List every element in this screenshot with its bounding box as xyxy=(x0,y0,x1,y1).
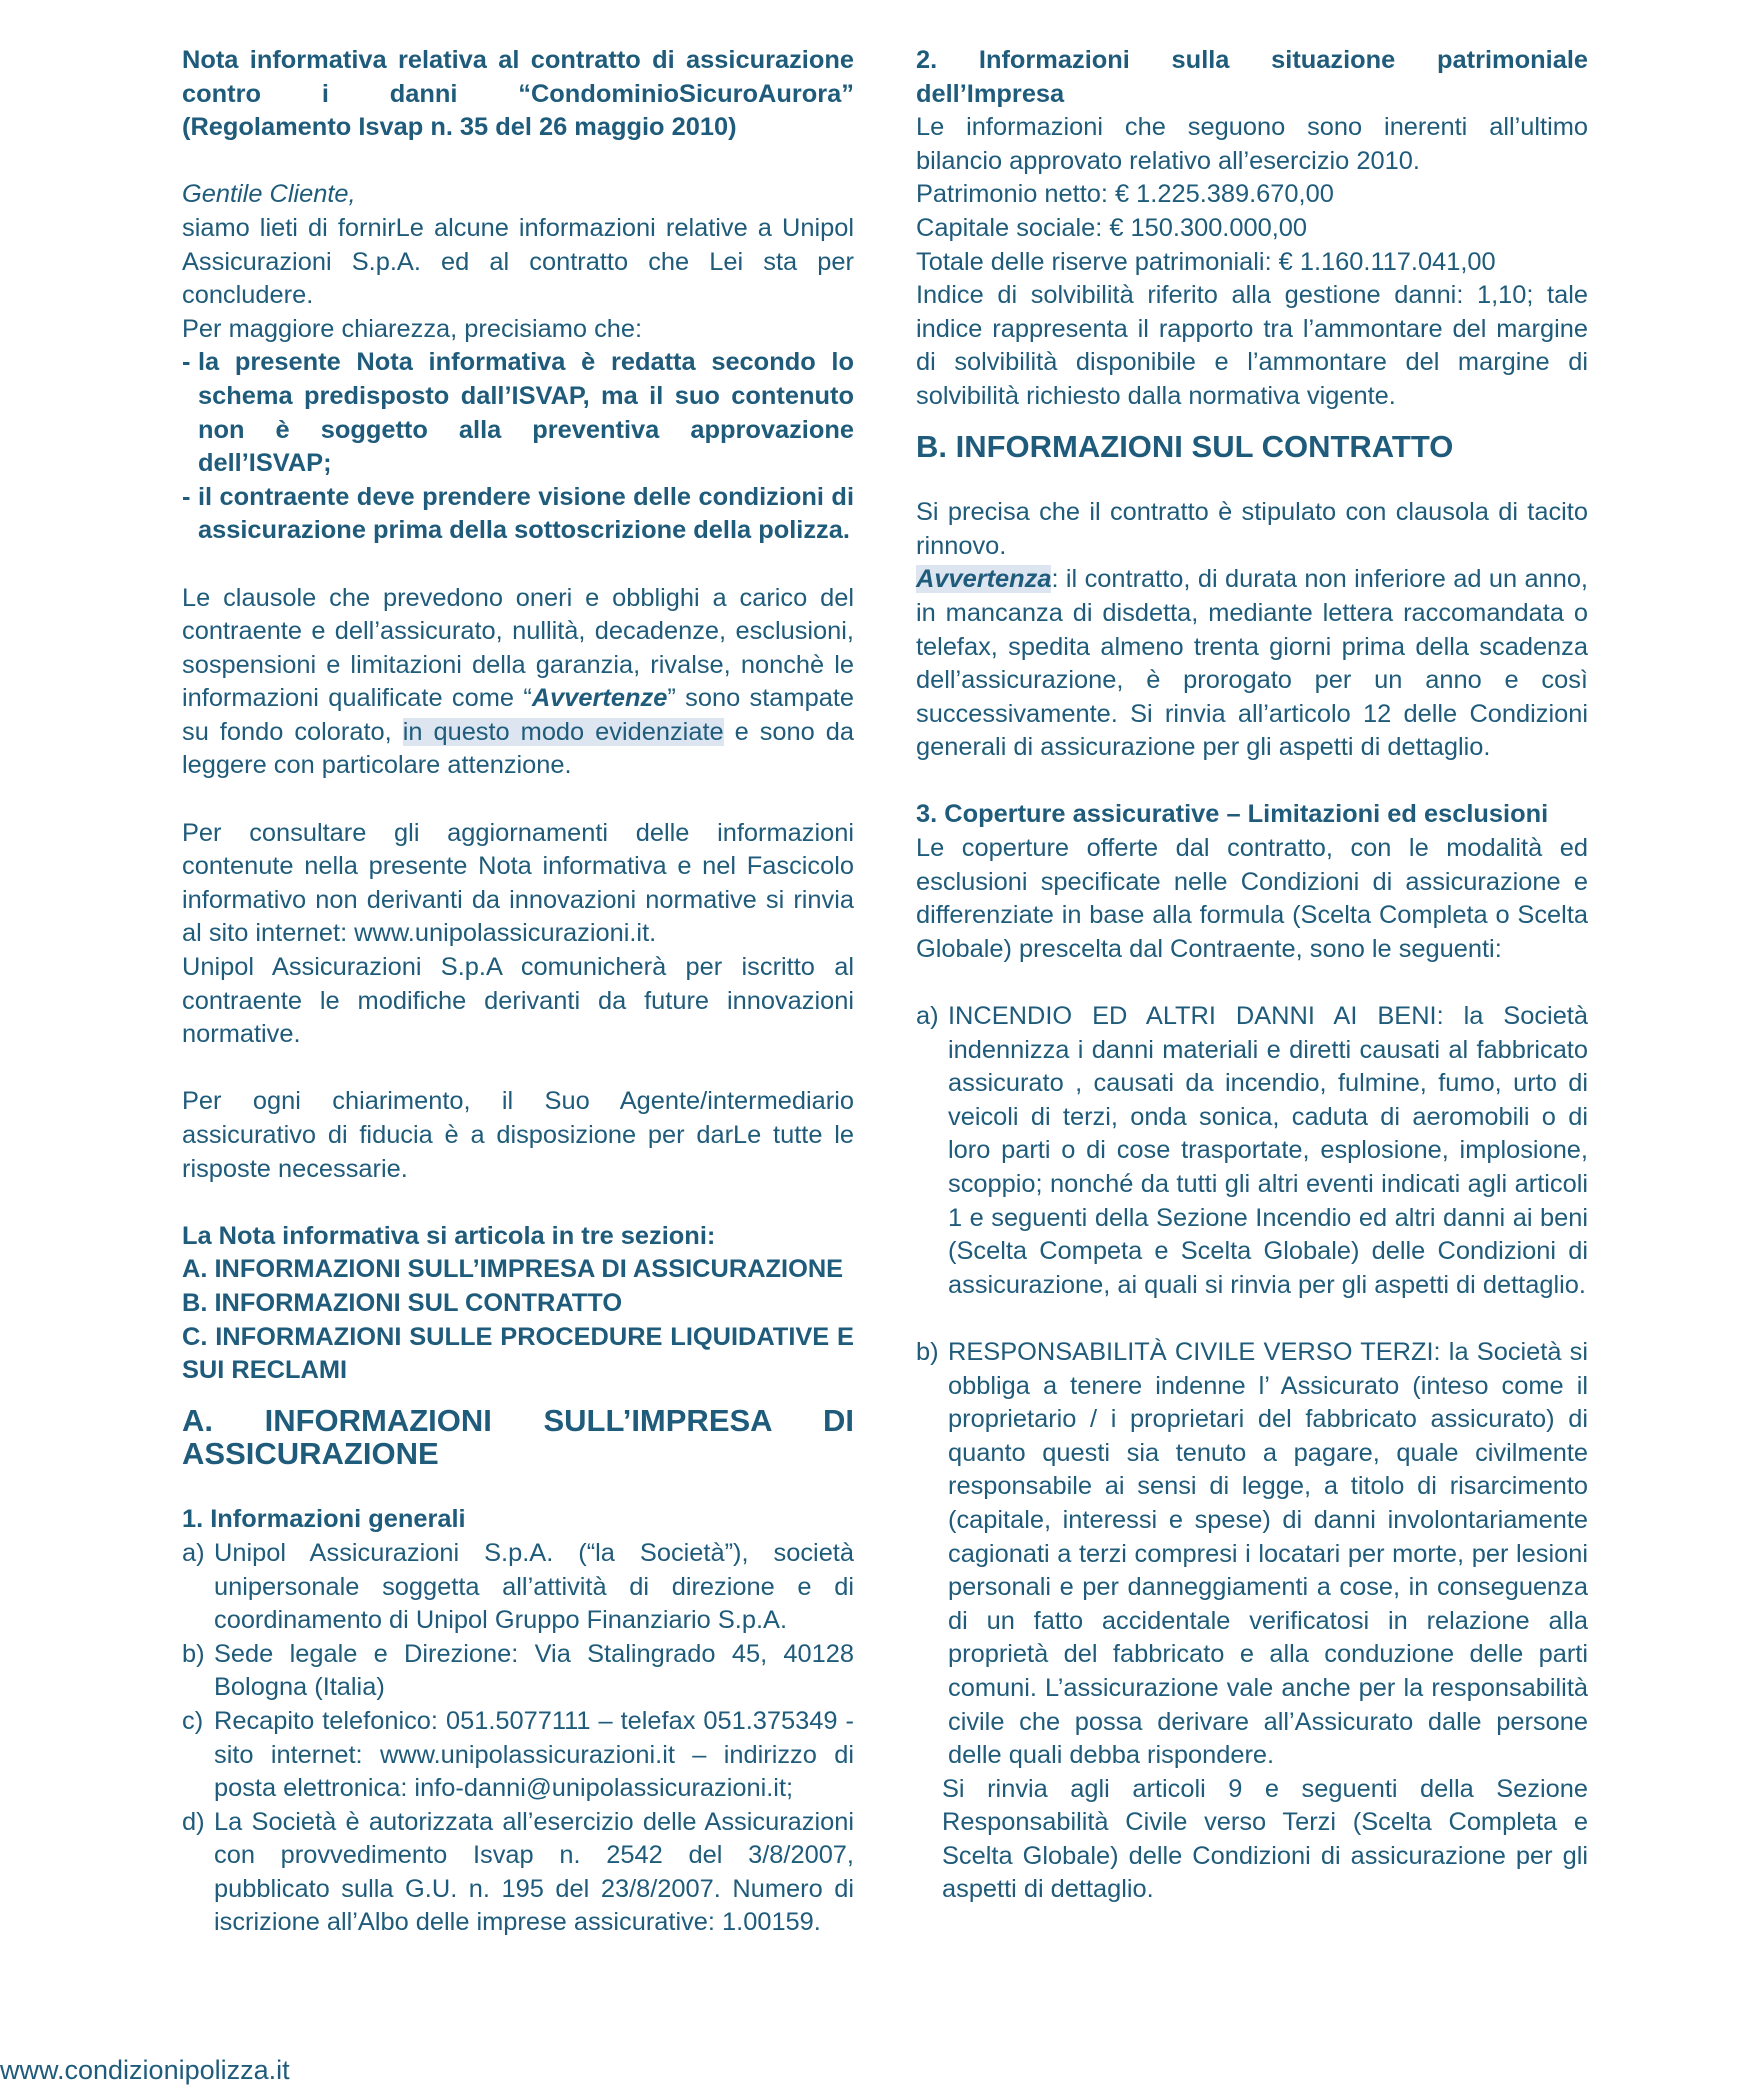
clarity-line: Per maggiore chiarezza, precisiamo che: xyxy=(182,314,643,343)
greeting: Gentile Cliente, xyxy=(182,180,356,209)
section-list-item: C. INFORMAZIONI SULLE PROCEDURE LIQUIDATIVE E SUI RECLAMI xyxy=(182,1322,854,1385)
list-item: c) Recapito telefonico: 051.5077111 – telefax 051.375349 - sito internet: www.unipolassicurazioni.it – indirizzo di posta elettronica: info-danni@unipolassicurazioni.it; xyxy=(182,1706,854,1803)
section-a-heading: A. INFORMAZIONI SULL’IMPRESA DI ASSICURAZIONE xyxy=(182,1402,854,1471)
section-list-item: A. INFORMAZIONI SULL’IMPRESA DI ASSICURAZIONE xyxy=(182,1255,844,1284)
net-worth: Patrimonio netto: € 1.225.389.670,00 xyxy=(916,180,1334,209)
agent-paragraph: Per ogni chiarimento, il Suo Agente/intermediario assicurativo di fiducia è a disposizione per darLe tutte le risposte necessarie. xyxy=(182,1087,854,1183)
clauses-paragraph: Le clausole che prevedono oneri e obblighi a carico del contraente e dell’assicurato, nullità, decadenze, esclusioni, sospensioni e limitazioni della garanzia, rivalse, nonchè le informazioni qualificate come “Avvertenze” sono stampate su fondo colorato, in questo modo evidenziate e sono da leggere con particolare attenzione. xyxy=(182,583,854,780)
financial-intro: Le informazioni che seguono sono inerenti all’ultimo bilancio approvato relativo all’esercizio 2010. xyxy=(916,113,1588,175)
warning-paragraph: Avvertenza: il contratto, di durata non inferiore ad un anno, in mancanza di disdetta, mediante lettera raccomandata o telefax, spedita almeno trenta giorni prima della scadenza dell’assicurazione, è prorogato per un anno e così successivamente. Si rinvia all’articolo 12 delle Condizioni generali di assicurazione per gli aspetti di dettaglio. xyxy=(916,565,1588,762)
solvency-index: Indice di solvibilità riferito alla gestione danni: 1,10; tale indice rappresenta il rapporto tra l’ammontare del margine di solvibilità disponibile e l’ammontare del margine di solvibilità richiesto dalla normativa vigente. xyxy=(916,281,1588,410)
reserves: Totale delle riserve patrimoniali: € 1.160.117.041,00 xyxy=(916,247,1496,276)
financial-heading: 2. Informazioni sulla situazione patrimoniale dell’Impresa xyxy=(916,46,1588,108)
section-list-item: B. INFORMAZIONI SUL CONTRATTO xyxy=(182,1288,623,1317)
sections-intro: La Nota informativa si articola in tre sezioni: xyxy=(182,1221,716,1250)
list-item: a) INCENDIO ED ALTRI DANNI AI BENI: la Società indennizza i danni materiali e diretti causati al fabbricato assicurato , causati da incendio, fulmine, fumo, urto di veicoli di terzi, onda sonica, caduta di aeromobili o di loro parti o di cose trasportate, esplosione, implosione, scoppio; nonché da tutti gli altri eventi indicati agli articoli 1 e seguenti della Sezione Incendio ed altri danni ai beni (Scelta Competa e Scelta Globale) delle Condizioni di assicurazione, ai quali si rinvia per gli aspetti di dettaglio. xyxy=(916,1002,1588,1299)
updates-paragraph: Per consultare gli aggiornamenti delle informazioni contenute nella presente Nota informativa e nel Fascicolo informativo non derivanti da innovazioni normative si rinvia al sito internet: www.unipolassicurazioni.it. xyxy=(182,818,854,948)
general-info-heading: 1. Informazioni generali xyxy=(182,1505,466,1534)
coverage-b-reference: Si rinvia agli articoli 9 e seguenti della Sezione Responsabilità Civile verso Terzi (Scelta Completa e Scelta Globale) delle Condizioni di assicurazione per gli aspetti di dettaglio. xyxy=(942,1774,1588,1904)
coverage-intro: Le coperture offerte dal contratto, con le modalità ed esclusioni specificate nelle Condizioni di assicurazione e differenziate in base alla formula (Scelta Completa o Scelta Globale) prescelta dal Contraente, sono le seguenti: xyxy=(916,834,1588,963)
list-item: b) RESPONSABILITÀ CIVILE VERSO TERZI: la Società si obbliga a tenere indenne l’ Assicurato (inteso come il proprietario / i proprietari del fabbricato assicurato) di quanto questi sia tenuto a pagare, quale civilmente responsabile ai sensi di legge, a titolo di risarcimento (capitale, interessi e spese) di danni involontariamente cagionati a terzi compresi i locatari per morte, per lesioni personali e per danneggiamenti a cose, in conseguenza di un fatto accidentale verificatosi in relazione alla proprietà del fabbricato e alla conduzione delle parti comuni. L’assicurazione vale anche per la responsabilità civile che possa derivare all’Assicurato dalle persone delle quali debba rispondere. xyxy=(916,1337,1588,1770)
list-item: b) Sede legale e Direzione: Via Stalingrado 45, 40128 Bologna (Italia) xyxy=(182,1639,854,1702)
intro-paragraph: siamo lieti di fornirLe alcune informazioni relative a Unipol Assicurazioni S.p.A. ed al contratto che Lei sta per concludere. xyxy=(182,213,854,310)
list-item: d) La Società è autorizzata all’esercizio delle Assicurazioni con provvedimento Isvap n. 2542 del 3/8/2007, pubblicato sulla G.U. n. 195 del 23/8/2007. Numero di iscrizione all’Albo delle imprese assicurative: 1.00159. xyxy=(182,1807,854,1937)
document-title: Nota informativa relativa al contratto di assicurazione contro i danni “CondominioSicuroAurora” (Regolamento Isvap n. 35 del 26 maggio 2010) xyxy=(182,46,854,142)
coverage-heading: 3. Coperture assicurative – Limitazioni ed esclusioni xyxy=(916,800,1549,829)
avvertenze-term: Avvertenze xyxy=(531,684,668,713)
list-item: a) Unipol Assicurazioni S.p.A. (“la Società”), società unipersonale soggetta all’attività di direzione e di coordinamento di Unipol Gruppo Finanziario S.p.A. xyxy=(182,1538,854,1635)
footer-website: www.condizionipolizza.it xyxy=(0,2055,290,2085)
updates-paragraph-2: Unipol Assicurazioni S.p.A comunicherà per iscritto al contraente le modifiche derivanti da future innovazioni normative. xyxy=(182,953,854,1049)
highlight-sample: in questo modo evidenziate xyxy=(402,717,724,746)
right-column xyxy=(916,44,1588,1907)
share-capital: Capitale sociale: € 150.300.000,00 xyxy=(916,213,1308,242)
renewal-paragraph: Si precisa che il contratto è stipulato con clausola di tacito rinnovo. xyxy=(916,498,1588,560)
list-item: - il contraente deve prendere visione delle condizioni di assicurazione prima della sottoscrizione della polizza. xyxy=(182,482,854,545)
avvertenza-label: Avvertenza xyxy=(916,565,1052,594)
section-b-heading: B. INFORMAZIONI SUL CONTRATTO xyxy=(916,428,1454,464)
left-column xyxy=(182,44,854,1940)
list-item: - la presente Nota informativa è redatta secondo lo schema predisposto dall’ISVAP, ma il suo contenuto non è soggetto alla preventiva approvazione dell’ISVAP; xyxy=(182,348,854,478)
